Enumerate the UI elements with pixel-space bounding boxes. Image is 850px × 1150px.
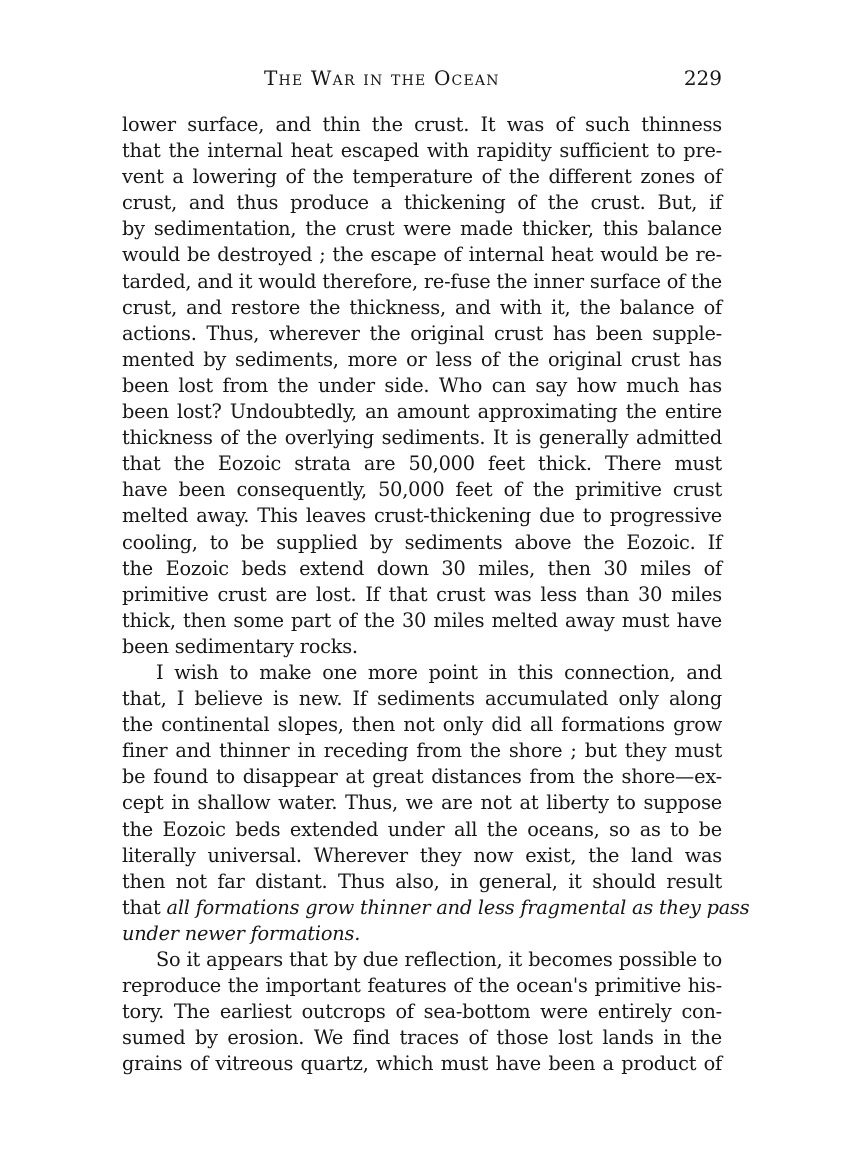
text-line [122, 242, 722, 268]
italic-text: all formations grow thinner and less fragmental as they pass [166, 895, 750, 919]
text-segment: the Eozoic beds extended under all the oceans, so as to be [122, 817, 722, 841]
text-segment: actions. Thus, wherever the original crust has been supple- [122, 321, 722, 345]
text-line [122, 999, 722, 1025]
text-segment: be found to disappear at great distances from the shore—ex- [122, 765, 722, 789]
text-segment: that, I believe is new. If sediments accumulated only along [122, 687, 722, 711]
text-segment: primitive crust are lost. If that crust was less than 30 miles [122, 582, 722, 606]
text-segment: been sedimentary rocks. [122, 634, 358, 658]
text-line [122, 660, 722, 686]
text-segment: tory. The earliest outcrops of sea-bottom were entirely con- [122, 1000, 722, 1024]
text-line [122, 869, 722, 895]
text-line [122, 817, 722, 843]
text-segment: would be destroyed ; the escape of internal heat would be re- [122, 243, 722, 267]
text-line [122, 164, 722, 190]
text-segment: So it appears that by due reflection, it becomes possible to [156, 948, 722, 971]
text-segment: cept in shallow water. Thus, we are not at liberty to suppose [122, 791, 722, 815]
text-line [122, 582, 722, 608]
text-line [122, 269, 722, 295]
text-line [122, 295, 722, 321]
text-segment: tarded, and it would therefore, re-fuse the inner surface of the [122, 269, 722, 293]
running-title: The War in the Ocean [264, 66, 500, 90]
text-line [122, 634, 722, 660]
text-segment: I wish to make one more point in this connection, and [156, 660, 722, 684]
text-line [122, 1025, 722, 1051]
text-segment: the continental slopes, then not only did all formations grow [122, 713, 722, 737]
text-segment: cooling, to be supplied by sediments above the Eozoic. If [122, 530, 722, 554]
text-line [122, 1051, 722, 1077]
text-line [122, 321, 722, 347]
text-segment: that the Eozoic strata are 50,000 feet thick. There must [122, 452, 722, 476]
text-line [122, 843, 722, 869]
text-segment: that the internal heat escaped with rapidity sufficient to pre- [122, 139, 722, 163]
text-segment: have been consequently, 50,000 feet of the primitive crust [122, 478, 722, 502]
text-line [122, 425, 722, 451]
text-segment: crust, and thus produce a thickening of the crust. But, if [122, 191, 722, 215]
text-line [122, 373, 722, 399]
text-segment: thick, then some part of the 30 miles melted away must have [122, 608, 722, 632]
text-segment: finer and thinner in receding from the shore ; but they must [122, 739, 722, 763]
text-line [122, 738, 722, 764]
text-segment: literally universal. Wherever they now exist, the land was [122, 843, 722, 867]
text-segment: been lost? Undoubtedly, an amount approximating the entire [122, 400, 722, 424]
text-segment: mented by sediments, more or less of the original crust has [122, 347, 722, 371]
text-line [122, 190, 722, 216]
text-line [122, 138, 722, 164]
text-segment: the Eozoic beds extend down 30 miles, then 30 miles of [122, 556, 722, 580]
text-line [122, 112, 722, 138]
page-number: 229 [683, 66, 722, 90]
text-line [122, 764, 722, 790]
italic-text: under newer formations. [122, 921, 361, 945]
text-line [122, 790, 722, 816]
text-line [122, 216, 722, 242]
text-segment: by sedimentation, the crust were made thicker, this balance [122, 217, 722, 241]
text-line [122, 686, 722, 712]
text-line [122, 556, 722, 582]
text-segment: vent a lowering of the temperature of the different zones of [122, 165, 722, 189]
text-line [122, 451, 722, 477]
text-segment: been lost from the under side. Who can say how much has [122, 373, 722, 397]
text-segment: lower surface, and thin the crust. It was of such thinness [122, 113, 722, 136]
text-segment: reproduce the important features of the ocean's primitive his- [122, 974, 722, 998]
text-line [122, 399, 722, 425]
text-line [122, 947, 722, 973]
text-line [122, 477, 722, 503]
text-line [122, 973, 722, 999]
text-segment: sumed by erosion. We find traces of those lost lands in the [122, 1026, 722, 1050]
text-line [122, 895, 750, 921]
text-segment: grains of vitreous quartz, which must have been a product of [122, 1052, 722, 1076]
text-segment: crust, and restore the thickness, and with it, the balance of [122, 295, 722, 319]
text-line [122, 503, 722, 529]
body-text [122, 112, 750, 1077]
text-segment: that [122, 895, 167, 919]
text-line [122, 712, 722, 738]
text-line [122, 347, 722, 373]
text-segment: then not far distant. Thus also, in general, it should result [122, 869, 722, 893]
text-line [122, 530, 722, 556]
running-head [122, 64, 722, 94]
text-segment: thickness of the overlying sediments. It is generally admitted [122, 426, 722, 450]
text-line [122, 608, 722, 634]
text-line [122, 921, 722, 947]
text-segment: melted away. This leaves crust-thickening due to progressive [122, 504, 722, 528]
